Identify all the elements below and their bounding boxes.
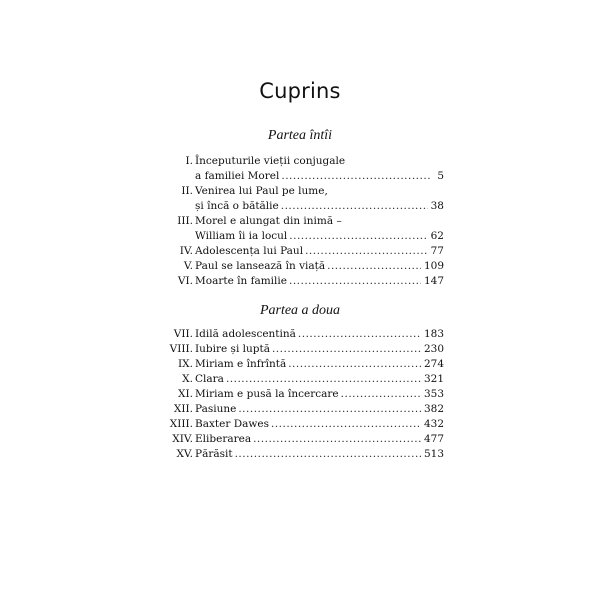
part-two-heading: Partea a doua <box>259 303 341 318</box>
toc-entry <box>160 447 444 462</box>
chapter-number: IX. <box>178 358 193 370</box>
dot-leader <box>327 259 421 274</box>
chapter-title: Începuturile vieții conjugale <box>195 155 346 167</box>
toc-entry <box>160 372 444 387</box>
page-number: 38 <box>430 200 444 212</box>
dot-leader <box>341 387 421 402</box>
toc-entry-line <box>160 357 444 372</box>
toc-entry <box>160 432 444 447</box>
chapter-title: Venirea lui Paul pe lume, <box>195 185 328 197</box>
dot-leader <box>298 327 421 342</box>
dot-leader <box>281 199 428 214</box>
chapter-number: XI. <box>178 388 193 400</box>
toc-entry-line <box>160 169 444 184</box>
page-number: 62 <box>430 230 444 242</box>
page-title: Cuprins <box>259 79 341 103</box>
chapter-title: Iubire și luptă <box>195 343 270 355</box>
toc-entry <box>160 327 444 342</box>
chapter-number: X. <box>182 373 193 385</box>
chapter-title: Eliberarea <box>195 433 252 445</box>
dot-leader <box>253 432 421 447</box>
part-one-contents <box>160 154 444 289</box>
chapter-title: Părăsit <box>195 448 233 460</box>
chapter-title: Moarte în familie <box>195 275 287 287</box>
chapter-number: XV. <box>176 448 193 460</box>
chapter-number: III. <box>177 215 193 227</box>
page-number: 183 <box>423 328 444 340</box>
toc-entry-line <box>160 199 444 214</box>
chapter-title: a familiei Morel <box>195 170 280 182</box>
toc-entry-line <box>160 229 444 244</box>
toc-entry-line <box>160 184 444 199</box>
toc-entry-line <box>160 387 444 402</box>
chapter-number: XIII. <box>169 418 193 430</box>
dot-leader <box>235 447 421 462</box>
toc-entry <box>160 387 444 402</box>
toc-entry-line <box>160 417 444 432</box>
toc-entry-line <box>160 244 444 259</box>
chapter-title: Adolescența lui Paul <box>195 245 304 257</box>
chapter-number: XII. <box>173 403 193 415</box>
page-number: 147 <box>423 275 444 287</box>
toc-entry <box>160 184 444 214</box>
toc-entry-line <box>160 154 444 169</box>
dot-leader <box>238 402 421 417</box>
chapter-title: William îi ia locul <box>195 230 288 242</box>
chapter-title: Morel e alungat din inimă – <box>195 215 342 227</box>
toc-entry <box>160 244 444 259</box>
chapter-title: Baxter Dawes <box>195 418 269 430</box>
toc-entry-line <box>160 432 444 447</box>
chapter-number: V. <box>183 260 193 272</box>
chapter-number: I. <box>185 155 193 167</box>
chapter-title: Paul se lansează în viață <box>195 260 326 272</box>
toc-entry <box>160 214 444 244</box>
toc-entry <box>160 274 444 289</box>
page-number: 477 <box>423 433 444 445</box>
page-number: 321 <box>423 373 444 385</box>
page-number: 109 <box>423 260 444 272</box>
dot-leader <box>289 274 421 289</box>
toc-entry-line <box>160 402 444 417</box>
page-number: 77 <box>430 245 444 257</box>
toc-entry-line <box>160 342 444 357</box>
dot-leader <box>305 244 428 259</box>
page-number: 432 <box>423 418 444 430</box>
dot-leader <box>272 342 421 357</box>
chapter-title: Clara <box>195 373 224 385</box>
chapter-title: Idilă adolescentină <box>195 328 296 340</box>
page-number: 5 <box>437 170 444 182</box>
page-number: 382 <box>423 403 444 415</box>
chapter-title: și încă o bătălie <box>195 200 279 212</box>
chapter-title: Miriam e înfrîntă <box>195 358 287 370</box>
page-number: 353 <box>423 388 444 400</box>
chapter-number: VIII. <box>169 343 193 355</box>
page-number: 274 <box>423 358 444 370</box>
dot-leader <box>271 417 421 432</box>
chapter-number: VI. <box>177 275 193 287</box>
part-two-contents <box>160 327 444 462</box>
dot-leader <box>281 169 431 184</box>
toc-entry-line <box>160 259 444 274</box>
toc-entry <box>160 259 444 274</box>
toc-entry <box>160 357 444 372</box>
chapter-number: II. <box>181 185 193 197</box>
toc-entry <box>160 402 444 417</box>
toc-entry-line <box>160 447 444 462</box>
toc-entry <box>160 417 444 432</box>
chapter-number: IV. <box>179 245 193 257</box>
toc-entry-line <box>160 372 444 387</box>
dot-leader <box>226 372 421 387</box>
toc-entry-line <box>160 327 444 342</box>
chapter-title: Pasiune <box>195 403 237 415</box>
chapter-number: VII. <box>173 328 193 340</box>
part-one-heading: Partea întîi <box>267 128 333 143</box>
page-number: 230 <box>423 343 444 355</box>
toc-entry-line <box>160 274 444 289</box>
toc-entry <box>160 154 444 184</box>
dot-leader <box>288 357 421 372</box>
toc-entry <box>160 342 444 357</box>
toc-entry-line <box>160 214 444 229</box>
dot-leader <box>289 229 427 244</box>
chapter-title: Miriam e pusă la încercare <box>195 388 339 400</box>
chapter-number: XIV. <box>172 433 193 445</box>
page-number: 513 <box>423 448 444 460</box>
